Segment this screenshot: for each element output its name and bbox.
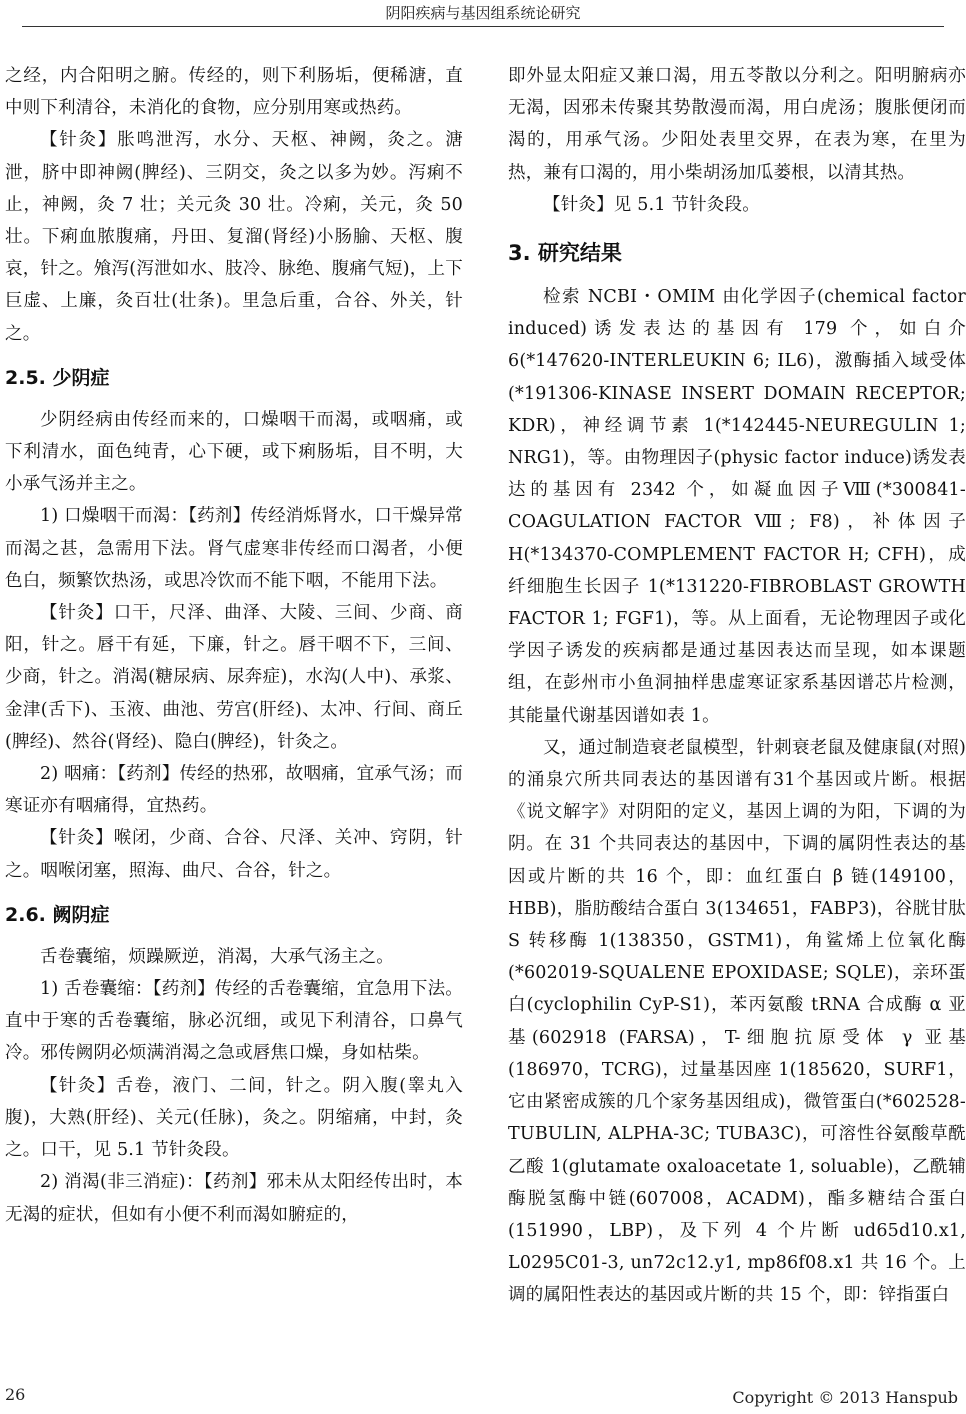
paragraph: 又，通过制造衰老鼠模型，针刺衰老鼠及健康鼠(对照)的涌泉穴所共同表达的基因谱有31个基因或片断。根据《说文解字》对阴阳的定义，基因上调的为阳，下调的为阴。在 31 个共同表达的基因中，下调的属阴性表达的基因或片断的共 16 个，即：血红蛋白 β 链(149100，HBB)，脂肪酸结合蛋白 3(134651，FABP3)，谷胱甘肽 S 转移酶 1(138350，GSTM1)，角鲨烯上位氧化酶(*602019-SQUALENE EPOXIDASE; SQLE)，亲环蛋白(cyclophilin CyP-S1)，苯丙氨酸 tRNA 合成酶 α 亚基(602918 (FARSA)，T-细胞抗原受体 γ 亚基(186970，TCRG)，过量基因座 1(185620，SURF1，它由紧密成簇的几个家务基因组成)，微管蛋白(*602528-TUBULIN, ALPHA-3C; TUBA3C)，可溶性谷氨酸草酰乙酸 1(glutamate oxaloacetate 1, soluable)，乙酰辅酶脱氢酶中链(607008，ACADM)，酯多糖结合蛋白(151990，LBP)，及下列 4 个片断 ud65d10.x1, L0295C01-3, un72c12.y1, mp86f08.x1 共 16 个。上调的属阳性表达的基因或片断的共 15 个，即：锌指蛋白 xyxy=(508,737,966,1306)
paragraph: 2) 咽痛：【药剂】传经的热邪，故咽痛，宜承气汤；而寒证亦有咽痛得，宜热药。 xyxy=(5,764,463,817)
paragraph: 【针灸】胀鸣泄泻，水分、天枢、神阙，灸之。溏泄，脐中即神阙(脾经)、三阴交，灸之以多为妙。泻痢不止，神阙，灸 7 壮；关元灸 30 壮。冷痢，关元，灸 50 壮。下痢血脓腹痛，丹田、复溜(肾经)小肠腧、天枢、腹哀，针之。飧泻(泻泄如水、肢冷、脉绝、腹痛气短)，上下巨虚、上廉，灸百壮(壮条)。里急后重，合谷、外关，针之。 xyxy=(5,130,463,344)
page-number: 26 xyxy=(5,1385,26,1404)
paragraph: 少阴经病由传经而来的，口燥咽干而渴，或咽痛，或下利清水，面色纯青，心下硬，或下痢肠垢，目不明，大小承气汤并主之。 xyxy=(5,409,463,495)
section-heading-3: 3. 研究结果 xyxy=(508,241,622,266)
paragraph: 1) 口燥咽干而渴：【药剂】传经消烁肾水，口干燥异常而渴之甚，急需用下法。肾气虚寒非传经而口渴者，小便色白，频繁饮热汤，或思冷饮而不能下咽，不能用下法。 xyxy=(5,506,463,591)
paragraph: 【针灸】见 5.1 节针灸段。 xyxy=(543,194,760,215)
paragraph: 检索 NCBI・OMIM 由化学因子(chemical factor induced)诱发表达的基因有 179 个，如白介 6(*147620-INTERLEUKIN 6; IL6)，激酶插入域受体(*191306-KINASE INSERT DOMAIN RECEPTOR; KDR)，神经调节素 1(*142445-NEUREGULIN 1; NRG1)，等。由物理因子(physic factor induce)诱发表达的基因有 2342 个，如凝血因子Ⅷ(*300841-COAGULATION FACTOR Ⅷ; F8)，补体因子 H(*134370-COMPLEMENT FACTOR H; CFH)，成纤细胞生长因子 1(*131220-FIBROBLAST GROWTH FACTOR 1; FGF1)，等。从上面看，无论物理因子或化学因子诱发的疾病都是通过基因表达而呈现，如本课题组，在彭州市小鱼洞抽样患虚寒证家系基因谱芯片检测，其能量代谢基因谱如表 1。 xyxy=(508,287,966,726)
paragraph: 2) 消渴(非三消症)：【药剂】邪未从太阳经传出时，本无渴的症状，但如有小便不利而渴如腑症的， xyxy=(5,1172,463,1225)
paragraph: 【针灸】舌卷，液门、二间，针之。阴入腹(睾丸入腹)，大熟(肝经)、关元(任脉)，灸之。阴缩痛，中封，灸之。口干，见 5.1 节针灸段。 xyxy=(5,1075,463,1161)
left-column xyxy=(5,60,463,1231)
paragraph: 之经，内合阳明之腑。传经的，则下利肠垢，便稀溏，直中则下利清谷，未消化的食物，应分别用寒或热药。 xyxy=(5,66,463,119)
copyright-notice: Copyright © 2013 Hanspub xyxy=(732,1388,958,1407)
running-title: 阴阳疾病与基因组系统论研究 xyxy=(385,4,581,22)
paragraph: 1) 舌卷囊缩：【药剂】传经的舌卷囊缩，宜急用下法。直中于寒的舌卷囊缩，脉必沉细，或见下利清谷，口鼻气冷。邪传阙阴必烦满消渴之急或唇焦口燥，身如枯柴。 xyxy=(5,979,463,1064)
paragraph: 【针灸】喉闭，少商、合谷、尺泽、关冲、窍阴，针之。咽喉闭塞，照海、曲尺、合谷，针之。 xyxy=(5,828,463,881)
paragraph: 【针灸】口干，尺泽、曲泽、大陵、三间、少商、商阳，针之。唇干有延，下廉，针之。唇干咽不下，三间、少商，针之。消渴(糖尿病、尿奔症)，水沟(人中)、承浆、金津(舌下)、玉液、曲池、劳宫(肝经)、太冲、行间、商丘(脾经)、然谷(肾经)、隐白(脾经)，针灸之。 xyxy=(5,603,463,752)
section-heading-2-6: 2.6. 阙阴症 xyxy=(5,903,110,926)
header-rule xyxy=(22,26,944,27)
paragraph: 即外显太阳症又兼口渴，用五苓散以分利之。阳明腑病亦无渴，因邪未传聚其势散漫而渴，用白虎汤；腹胀便闭而渴的，用承气汤。少阳处表里交界，在表为寒，在里为热，兼有口渴的，用小柴胡汤加瓜蒌根，以清其热。 xyxy=(508,66,966,183)
right-column xyxy=(508,60,966,1312)
paragraph: 舌卷囊缩，烦躁厥逆，消渴，大承气汤主之。 xyxy=(40,946,394,967)
section-heading-2-5: 2.5. 少阴症 xyxy=(5,366,110,389)
